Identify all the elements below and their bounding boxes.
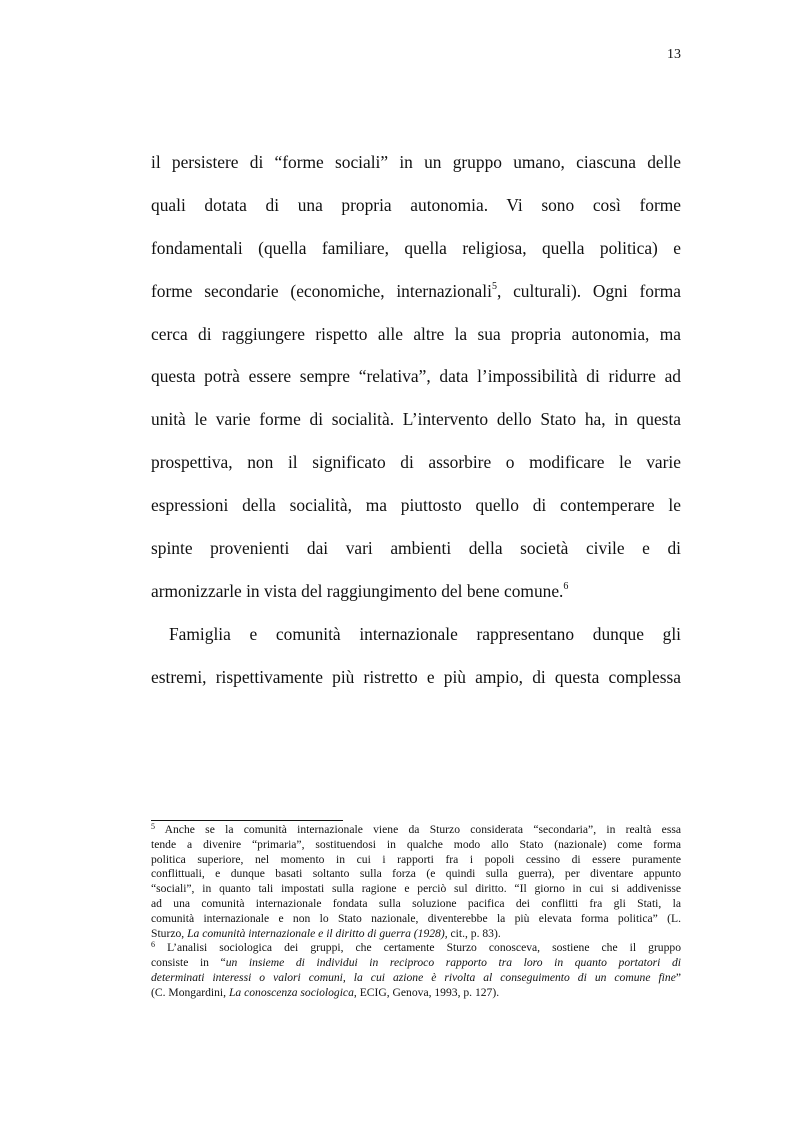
footnote-number: 6	[151, 940, 155, 950]
footnote-line	[151, 927, 681, 942]
footnote-line	[151, 956, 681, 971]
footnote-text: , ECIG, Genova, 1993, p. 127).	[353, 985, 500, 999]
quoted-definition: determinati interessi o valori comuni, la cui azione è rivolta al conseguimento di un comune fine	[151, 970, 676, 984]
footnote-text: cit., p. 83).	[447, 926, 501, 940]
footnote-separator	[151, 820, 343, 821]
text-line: unità le varie forme di socialità. L’intervento dello Stato ha, in questa	[151, 409, 681, 430]
text-line: fondamentali (quella familiare, quella religiosa, quella politica) e	[151, 237, 681, 258]
text-line: prospettiva, non il significato di assorbire o modificare le varie	[151, 452, 681, 473]
footnote-line: tende a divenire “primaria”, sostituendosi in qualche modo allo Stato (nazionale) come forma	[151, 837, 681, 851]
quoted-definition: un insieme di individui in reciproco rapporto tra loro in quanto portatori di	[225, 956, 682, 970]
text-line: cerca di raggiungere rispetto alle altre la sua propria autonomia, ma	[151, 323, 681, 344]
cited-title: La conoscenza sociologica	[228, 985, 354, 999]
footnote-line: “sociali”, in quanto tali impostati sulla ragione e perciò sul diritto. “Il giorno in cui si addivenisse	[151, 882, 681, 896]
body-text	[151, 141, 681, 699]
footnote-line	[151, 971, 681, 986]
cited-title: La comunità internazionale e il diritto di guerra (1928),	[187, 926, 448, 940]
footnote-text: consiste in “	[151, 956, 226, 970]
footnote-ref-5[interactable]: 5	[491, 280, 497, 292]
text-line: il persistere di “forme sociali” in un gruppo umano, ciascuna delle	[151, 152, 681, 172]
text-segment: , culturali). Ogni forma	[496, 280, 681, 301]
footnote-text: (C. Mongardini,	[151, 985, 229, 999]
text-line	[151, 270, 681, 313]
text-line: espressioni della socialità, ma piuttosto quello di contemperare le	[151, 495, 681, 516]
text-line	[151, 570, 681, 613]
footnote-line: conflittuali, e dunque basati soltanto sulla forza (e quindi sulla guerra), per diventare appunto	[151, 867, 681, 881]
footnotes	[151, 823, 681, 1001]
text-line: Famiglia e comunità internazionale rappresentano dunque gli	[169, 623, 681, 644]
footnote-text: ”	[675, 970, 681, 984]
text-segment: armonizzarle in vista del raggiungimento del bene comune.	[151, 580, 564, 601]
page-number: 13	[667, 47, 681, 62]
footnote-line: politica superiore, nel momento in cui i rapporti fra i popoli cessino di essere puramente	[151, 852, 681, 866]
footnote-5	[151, 823, 681, 838]
footnote-line: comunità internazionale e non lo Stato nazionale, diventerebbe la più elevata forma politica” (L.	[151, 911, 681, 925]
footnote-line	[151, 986, 681, 1001]
text-line: quali dotata di una propria autonomia. Vi sono così forme	[151, 194, 681, 215]
text-segment: forme secondarie (economiche, internazionali	[151, 280, 492, 301]
footnote-6	[151, 941, 681, 956]
footnote-number: 5	[151, 822, 155, 831]
footnote-text: Anche se la comunità internazionale viene da Sturzo considerata “secondaria”, in realtà essa	[164, 823, 681, 836]
footnote-line: ad una comunità internazionale fondata sulla soluzione pacifica dei conflitti fra gli Stati, la	[151, 896, 681, 910]
footnote-text: Sturzo,	[151, 926, 188, 940]
footnote-text: L’analisi sociologica dei gruppi, che certamente Sturzo conosceva, sostiene che il gruppo	[167, 941, 681, 955]
text-line: spinte provenienti dai vari ambienti della società civile e di	[151, 538, 681, 559]
text-line: estremi, rispettivamente più ristretto e più ampio, di questa complessa	[151, 666, 681, 687]
text-line: questa potrà essere sempre “relativa”, data l’impossibilità di ridurre ad	[151, 366, 681, 387]
footnote-ref-6[interactable]: 6	[563, 580, 569, 592]
